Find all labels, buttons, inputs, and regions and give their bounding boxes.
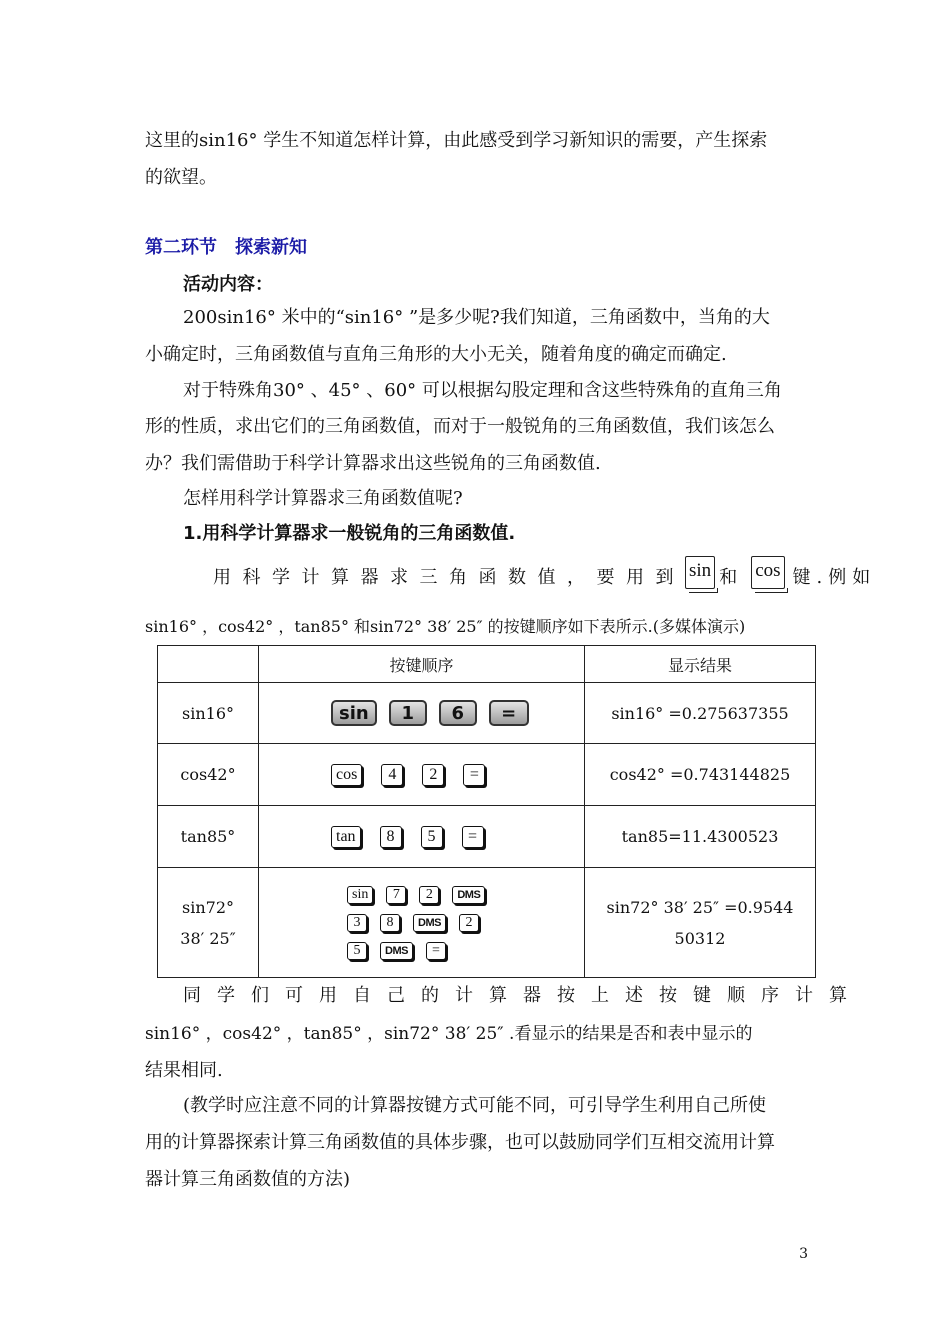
table-header: 显示结果 [585,646,816,683]
table-header [158,646,259,683]
tan-key-icon: tan [331,826,361,848]
key-4-icon: 4 [381,764,403,786]
key-1-icon: 1 [389,700,427,726]
angle-cell [158,868,259,978]
activity-label: 活动内容： [183,274,273,295]
keys-cell [259,683,585,744]
keys-cell [259,868,585,978]
equals-key-icon: = [463,764,485,786]
result-cell [585,868,816,978]
paragraph-line: 这里的sin16° 学生不知道怎样计算，由此感受到学习新知识的需要，产生探索 [145,130,768,151]
table-row [158,744,816,806]
angle-line-2: 38′ 25″ [180,928,236,948]
key-2-icon: 2 [459,914,479,932]
key-2-icon: 2 [419,886,439,904]
dms-key-icon: DMS [380,942,413,960]
equals-key-icon: = [426,942,446,960]
table-header: 按键顺序 [259,646,585,683]
paragraph-line: 结果相同. [145,1060,223,1081]
equals-key-icon: = [489,700,529,726]
dms-key-icon: DMS [413,914,446,932]
cos-key-icon: cos [331,764,362,786]
page-number: 3 [799,1246,808,1262]
key-5-icon: 5 [421,826,443,848]
paragraph-line: 形的性质，求出它们的三角函数值，而对于一般锐角的三角函数值，我们该怎么 [145,416,775,437]
result-line-2: 50312 [674,928,726,948]
paragraph-line: 同学们可用自己的计算器按上述按键顺序计算 [183,985,863,1006]
table-row [158,868,816,978]
keys-cell [259,806,585,868]
angle-cell: sin16° [158,683,259,744]
sin-key-icon: sin [685,556,715,589]
cos-key-icon: cos [751,556,784,589]
dms-key-icon: DMS [452,886,485,904]
intro-and: 和 [719,567,738,588]
paragraph-line: 办？我们需借助于科学计算器求出这些锐角的三角函数值. [145,453,601,474]
intro-after: 键.例如 [792,567,877,588]
table-row [158,806,816,868]
key-8-icon: 8 [380,914,400,932]
key-6-icon: 6 [439,700,477,726]
paragraph-line: 用的计算器探索计算三角函数值的具体步骤，也可以鼓励同学们互相交流用计算 [145,1132,775,1153]
paragraph-line: sin16° ，cos42° ，tan85° ，sin72° 38′ 25″ .看显示的结果是否和表中显示的 [145,1024,753,1044]
question-line: 怎样用科学计算器求三角函数值呢? [183,488,463,509]
table-row [158,683,816,744]
key-sequence-table [157,645,816,978]
intro-line [213,556,877,589]
paragraph-line: 的欲望。 [145,167,217,188]
equals-key-icon: = [462,826,484,848]
paragraph-line: 器计算三角函数值的方法) [145,1169,351,1190]
angle-cell: tan85° [158,806,259,868]
section-title: 第二环节 探索新知 [145,237,307,258]
paragraph-line: 对于特殊角30° 、45° 、60° 可以根据勾股定理和含这些特殊角的直角三角 [183,380,782,401]
key-2-icon: 2 [422,764,444,786]
key-5-icon: 5 [347,942,367,960]
paragraph-line: 小确定时，三角函数值与直角三角形的大小无关，随着角度的确定而确定. [145,344,727,365]
result-line-1: sin72° 38′ 25″ =0.9544 [606,897,794,917]
intro-text: 用科学计算器求三角函数值，要用到 [213,567,685,588]
result-cell: sin16° =0.275637355 [585,683,816,744]
keys-cell [259,744,585,806]
result-cell: cos42° =0.743144825 [585,744,816,806]
sin-key-icon: sin [347,886,373,904]
key-8-icon: 8 [380,826,402,848]
paragraph-line: (教学时应注意不同的计算器按键方式可能不同，可引导学生利用自己所使 [183,1095,767,1116]
subheading: 1.用科学计算器求一般锐角的三角函数值. [183,523,516,544]
key-7-icon: 7 [386,886,406,904]
angle-line-1: sin72° [182,897,234,917]
angle-cell: cos42° [158,744,259,806]
paragraph-line: 200sin16° 米中的“sin16° ”是多少呢?我们知道，三角函数中，当角的大 [183,307,770,328]
result-cell: tan85=11.4300523 [585,806,816,868]
key-3-icon: 3 [347,914,367,932]
sin-key-icon: sin [331,700,377,726]
intro-line-2: sin16° ，cos42° ，tan85° 和sin72° 38′ 25″ 的按键顺序如下表所示.(多媒体演示) [145,617,746,636]
